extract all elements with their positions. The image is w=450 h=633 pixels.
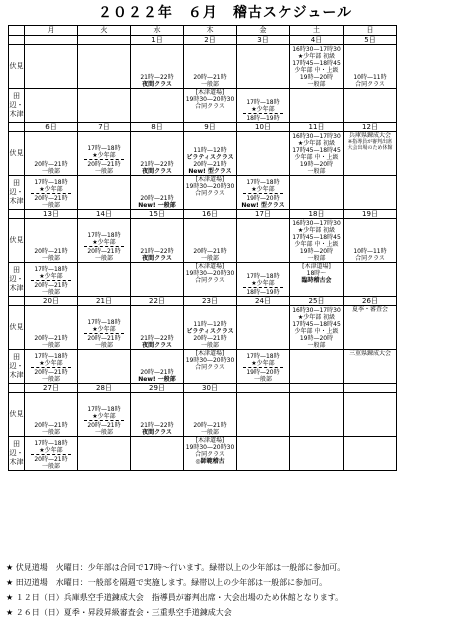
date-cell: 6日 <box>25 123 78 132</box>
schedule-entry: 夜間クラス <box>142 342 172 349</box>
schedule-entry: [木津道場] <box>195 263 225 270</box>
schedule-entry: 19時—20時 <box>299 161 334 168</box>
schedule-entry: 少年部 中・上級 <box>294 328 339 335</box>
schedule-entry: 一般部 <box>41 289 60 296</box>
schedule-cell <box>237 45 290 89</box>
schedule-entry: ★少年部 初級 <box>297 140 336 147</box>
schedule-entry: 17時45—18時45 <box>292 321 341 328</box>
schedule-cell <box>78 263 131 297</box>
date-cell <box>290 384 344 393</box>
date-cell: 20日 <box>25 297 78 306</box>
fushimi-row <box>9 393 397 437</box>
weekday-thu: 木 <box>184 26 237 36</box>
schedule-entry: 17時—18時 <box>87 319 121 326</box>
schedule-entry: 17時—18時 <box>87 145 121 152</box>
fushimi-dojo-label: 伏見 <box>9 306 25 350</box>
schedule-cell <box>290 350 344 384</box>
schedule-entry: 夜間クラス <box>142 429 172 436</box>
schedule-entry: ★少年部 初級 <box>297 314 336 321</box>
schedule-cell <box>344 350 397 384</box>
schedule-entry: ★少年部 <box>31 360 71 368</box>
schedule-cell <box>78 176 131 210</box>
schedule-cell <box>184 176 237 210</box>
schedule-entry: ★少年部 <box>84 152 124 160</box>
date-cell: 16日 <box>184 210 237 219</box>
schedule-entry: 17時—18時 <box>34 353 68 360</box>
date-cell: 5日 <box>344 36 397 45</box>
schedule-entry: 18時—19時 <box>246 289 280 296</box>
schedule-cell <box>25 393 78 437</box>
schedule-table <box>8 25 397 471</box>
schedule-cell <box>25 263 78 297</box>
schedule-entry: New! 型クラス <box>241 202 285 209</box>
date-cell: 30日 <box>184 384 237 393</box>
schedule-cell <box>25 45 78 89</box>
schedule-entry: ◎師範稽古 <box>195 458 225 465</box>
schedule-entry: 16時30—17時30 <box>292 133 341 140</box>
schedule-entry: 20時—21時 <box>193 161 227 168</box>
schedule-entry: 20時—21時 <box>193 422 227 429</box>
schedule-entry: 20時—21時 <box>140 195 174 202</box>
schedule-cell <box>237 132 290 176</box>
schedule-entry: 17時—18時 <box>246 99 280 106</box>
schedule-entry: 21時—22時 <box>140 248 174 255</box>
schedule-entry: ※指導員が審判出席 <box>347 139 393 145</box>
schedule-entry: 20時—21時 <box>87 248 121 255</box>
schedule-entry: 一般部 <box>200 342 219 349</box>
tanabe-row <box>9 437 397 471</box>
date-cell: 25日 <box>290 297 344 306</box>
schedule-cell <box>184 437 237 471</box>
date-cell <box>25 36 78 45</box>
schedule-entry: ピラティスクラス <box>186 328 234 335</box>
schedule-entry: 20時—21時 <box>34 456 68 463</box>
date-cell: 27日 <box>25 384 78 393</box>
schedule-cell <box>344 132 397 176</box>
tanabe-dojo-label: 田辺・木津 <box>9 176 25 210</box>
fushimi-row <box>9 132 397 176</box>
schedule-entry: 18時—19時 <box>246 115 280 122</box>
schedule-entry: 17時45—18時45 <box>292 147 341 154</box>
schedule-entry: ★少年部 初級 <box>297 227 336 234</box>
schedule-entry: 一般部 <box>41 255 60 262</box>
schedule-entry: 16時30—17時30 <box>292 46 341 53</box>
schedule-entry: 兵庫県錬成大会 <box>348 132 391 139</box>
note-line: ★ 伏見道場 火曜日：少年部は合同で17時～行います。緑帯以上の少年部は一般部に参加可。 <box>6 563 346 572</box>
schedule-entry: 21時—22時 <box>140 161 174 168</box>
schedule-entry: 少年部 中・上級 <box>294 67 339 74</box>
schedule-entry: [木津道場] <box>195 176 225 183</box>
date-row-corner <box>9 123 25 132</box>
schedule-cell <box>184 45 237 89</box>
schedule-entry: 18時～ <box>306 270 327 277</box>
date-cell: 8日 <box>131 123 184 132</box>
schedule-entry: ★少年部 <box>31 186 71 194</box>
fushimi-dojo-label: 伏見 <box>9 393 25 437</box>
date-cell: 12日 <box>344 123 397 132</box>
notes <box>6 560 446 620</box>
fushimi-row <box>9 45 397 89</box>
schedule-cell <box>131 219 184 263</box>
schedule-entry: 大会出場のため休館 <box>347 145 393 151</box>
date-cell <box>344 384 397 393</box>
schedule-entry: 19時—20時 <box>299 74 334 81</box>
schedule-entry: 17時—18時 <box>34 179 68 186</box>
schedule-entry: 16時30—17時30 <box>292 307 341 314</box>
schedule-entry: ★少年部 <box>243 186 283 194</box>
schedule-entry: 20時—21時 <box>193 248 227 255</box>
schedule-cell <box>78 393 131 437</box>
date-cell: 17日 <box>237 210 290 219</box>
date-row-corner <box>9 384 25 393</box>
tanabe-dojo-label: 田辺・木津 <box>9 350 25 384</box>
schedule-entry: ★少年部 <box>243 106 283 114</box>
fushimi-dojo-label: 伏見 <box>9 219 25 263</box>
schedule-entry: 10時—11時 <box>353 248 387 255</box>
weekday-tue: 火 <box>78 26 131 36</box>
schedule-entry: 20時—21時 <box>34 369 68 376</box>
date-cell: 9日 <box>184 123 237 132</box>
schedule-entry: 20時—21時 <box>34 195 68 202</box>
schedule-cell <box>25 176 78 210</box>
date-cell: 22日 <box>131 297 184 306</box>
date-row-corner <box>9 210 25 219</box>
schedule-cell <box>237 263 290 297</box>
date-row <box>9 36 397 45</box>
note-line: ★ １２日（日）兵庫県空手道錬成大会 指導員が審判出席・大会出場のため休館となります。 <box>6 593 344 602</box>
schedule-entry: New! 型クラス <box>188 168 232 175</box>
schedule-cell <box>131 306 184 350</box>
schedule-entry: 合同クラス <box>355 81 385 88</box>
schedule-cell <box>131 45 184 89</box>
schedule-entry: 一般部 <box>94 342 113 349</box>
date-row <box>9 210 397 219</box>
schedule-entry: 20時—21時 <box>34 422 68 429</box>
schedule-entry: 夜間クラス <box>142 168 172 175</box>
schedule-entry: ★少年部 <box>31 273 71 281</box>
schedule-entry: [木津道場] <box>195 350 225 357</box>
schedule-entry: 臨時稽古会 <box>301 277 332 284</box>
weekday-mon: 月 <box>25 26 78 36</box>
schedule-entry: 一般部 <box>307 81 326 88</box>
schedule-cell <box>290 306 344 350</box>
schedule-entry: 17時—18時 <box>246 179 280 186</box>
schedule-cell <box>237 306 290 350</box>
schedule-cell <box>290 132 344 176</box>
date-cell: 13日 <box>25 210 78 219</box>
schedule-entry: New! 一般部 <box>138 376 176 383</box>
date-cell: 11日 <box>290 123 344 132</box>
schedule-cell <box>131 132 184 176</box>
schedule-entry: 19時—20時 <box>299 248 334 255</box>
schedule-cell <box>184 132 237 176</box>
schedule-cell <box>78 45 131 89</box>
schedule-cell <box>237 176 290 210</box>
schedule-cell <box>344 263 397 297</box>
schedule-entry: 一般部 <box>200 81 219 88</box>
weekday-sat: 土 <box>290 26 344 36</box>
schedule-entry: ピラティスクラス <box>186 154 234 161</box>
schedule-entry: 一般部 <box>41 342 60 349</box>
tanabe-row <box>9 89 397 123</box>
date-row <box>9 384 397 393</box>
weekday-fri: 金 <box>237 26 290 36</box>
schedule-entry: ★少年部 初級 <box>297 53 336 60</box>
schedule-entry: 19時30—20時30 <box>185 357 235 364</box>
page-title: ２０２２年 ６月 稽古スケジュール <box>97 5 353 21</box>
schedule-cell <box>78 350 131 384</box>
schedule-entry: ★少年部 <box>31 447 71 455</box>
schedule-cell <box>290 437 344 471</box>
schedule-entry: 11時—12時 <box>193 321 227 328</box>
schedule-entry: 合同クラス <box>195 103 225 110</box>
schedule-entry: 合同クラス <box>195 277 225 284</box>
schedule-entry: 20時—21時 <box>34 282 68 289</box>
schedule-entry: ★少年部 <box>84 326 124 334</box>
schedule-entry: 一般部 <box>307 342 326 349</box>
schedule-entry: 19時30—20時30 <box>185 183 235 190</box>
schedule-cell <box>290 219 344 263</box>
schedule-entry: 夏季・審査会 <box>351 306 388 313</box>
tanabe-row <box>9 263 397 297</box>
schedule-entry: 合同クラス <box>355 255 385 262</box>
schedule-entry: 一般部 <box>307 255 326 262</box>
schedule-entry: 一般部 <box>94 429 113 436</box>
schedule-cell <box>237 350 290 384</box>
schedule-cell <box>25 350 78 384</box>
schedule-cell <box>290 393 344 437</box>
schedule-cell <box>78 306 131 350</box>
note-line: ★ ２６日（日）夏季・昇段昇級審査会・三重県空手道錬成大会 <box>6 608 232 617</box>
schedule-entry: 少年部 中・上級 <box>294 241 339 248</box>
schedule-entry: 一般部 <box>41 463 60 470</box>
schedule-entry: 17時—18時 <box>87 406 121 413</box>
schedule-entry: 20時—21時 <box>87 422 121 429</box>
schedule-cell <box>131 350 184 384</box>
schedule-cell <box>290 176 344 210</box>
date-cell: 24日 <box>237 297 290 306</box>
schedule-entry: ★少年部 <box>84 413 124 421</box>
tanabe-dojo-label: 田辺・木津 <box>9 263 25 297</box>
schedule-entry: 10時—11時 <box>353 74 387 81</box>
schedule-entry: 合同クラス <box>195 190 225 197</box>
date-cell: 2日 <box>184 36 237 45</box>
date-cell: 3日 <box>237 36 290 45</box>
date-cell <box>237 384 290 393</box>
schedule-entry: 合同クラス <box>195 364 225 371</box>
schedule-cell <box>78 132 131 176</box>
schedule-cell <box>78 437 131 471</box>
schedule-cell <box>25 437 78 471</box>
schedule-entry: 夜間クラス <box>142 81 172 88</box>
schedule-entry: ★少年部 <box>243 360 283 368</box>
fushimi-dojo-label: 伏見 <box>9 45 25 89</box>
note-line: ★ 田辺道場 水曜日：一般部を隔週で実施します。緑帯以上の少年部は一般部に参加可。 <box>6 578 328 587</box>
schedule-entry: 21時—22時 <box>140 422 174 429</box>
schedule-entry: 19時—20時 <box>246 369 280 376</box>
date-row <box>9 123 397 132</box>
fushimi-dojo-label: 伏見 <box>9 132 25 176</box>
schedule-entry: 17時—18時 <box>246 273 280 280</box>
schedule-entry: 一般部 <box>94 255 113 262</box>
schedule-entry: [木津道場] <box>195 437 225 444</box>
schedule-entry: [木津道場] <box>302 263 331 270</box>
schedule-entry: 20時—21時 <box>34 161 68 168</box>
schedule-cell <box>344 437 397 471</box>
schedule-entry: 21時—22時 <box>140 335 174 342</box>
date-cell: 7日 <box>78 123 131 132</box>
fushimi-row <box>9 219 397 263</box>
schedule-entry: 17時—18時 <box>34 440 68 447</box>
schedule-cell <box>184 219 237 263</box>
schedule-entry: 17時45—18時45 <box>292 234 341 241</box>
date-cell: 21日 <box>78 297 131 306</box>
schedule-cell <box>184 393 237 437</box>
tanabe-dojo-label: 田辺・木津 <box>9 89 25 123</box>
schedule-cell <box>237 89 290 123</box>
schedule-cell <box>344 45 397 89</box>
date-row-corner <box>9 297 25 306</box>
schedule-cell <box>184 263 237 297</box>
schedule-entry: 一般部 <box>94 168 113 175</box>
date-cell: 1日 <box>131 36 184 45</box>
schedule-cell <box>344 219 397 263</box>
date-cell: 28日 <box>78 384 131 393</box>
weekday-wed: 水 <box>131 26 184 36</box>
schedule-cell <box>78 219 131 263</box>
schedule-entry: 一般部 <box>307 168 326 175</box>
schedule-entry: ★少年部 <box>84 239 124 247</box>
schedule-entry: 一般部 <box>253 376 272 383</box>
schedule-entry: 一般部 <box>41 376 60 383</box>
schedule-entry: 17時45—18時45 <box>292 60 341 67</box>
schedule-cell <box>25 89 78 123</box>
schedule-cell <box>290 89 344 123</box>
schedule-cell <box>344 306 397 350</box>
date-cell: 18日 <box>290 210 344 219</box>
schedule-cell <box>237 393 290 437</box>
schedule-entry: 一般部 <box>41 202 60 209</box>
date-cell: 26日 <box>344 297 397 306</box>
tanabe-dojo-label: 田辺・木津 <box>9 437 25 471</box>
schedule-entry: [木津道場] <box>195 89 225 96</box>
corner-cell <box>9 26 25 36</box>
schedule-entry: 20時—21時 <box>34 335 68 342</box>
weekday-sun: 日 <box>344 26 397 36</box>
schedule-cell <box>131 393 184 437</box>
schedule-entry: ★少年部 <box>243 280 283 288</box>
date-cell: 4日 <box>290 36 344 45</box>
date-cell: 23日 <box>184 297 237 306</box>
schedule-cell <box>184 306 237 350</box>
date-row-corner <box>9 36 25 45</box>
schedule-entry: 20時—21時 <box>193 335 227 342</box>
schedule-cell <box>290 45 344 89</box>
schedule-entry: 夜間クラス <box>142 255 172 262</box>
schedule-cell <box>25 306 78 350</box>
schedule-entry: 一般部 <box>200 255 219 262</box>
schedule-entry: 19時30—20時30 <box>185 96 235 103</box>
schedule-cell <box>344 393 397 437</box>
date-cell: 10日 <box>237 123 290 132</box>
date-cell: 29日 <box>131 384 184 393</box>
schedule-cell <box>78 89 131 123</box>
schedule-entry: 19時30—20時30 <box>185 444 235 451</box>
schedule-cell <box>131 437 184 471</box>
schedule-cell <box>184 89 237 123</box>
schedule-cell <box>25 132 78 176</box>
schedule-cell <box>25 219 78 263</box>
schedule-entry: 16時30—17時30 <box>292 220 341 227</box>
schedule-entry: 合同クラス <box>195 451 225 458</box>
schedule-entry: 20時—21時 <box>140 369 174 376</box>
schedule-entry: 21時—22時 <box>140 74 174 81</box>
schedule-cell <box>344 176 397 210</box>
schedule-entry: 20時—21時 <box>87 161 121 168</box>
schedule-entry: 20時—21時 <box>34 248 68 255</box>
schedule-cell <box>184 350 237 384</box>
tanabe-row <box>9 176 397 210</box>
date-cell: 14日 <box>78 210 131 219</box>
schedule-entry: 19時30—20時30 <box>185 270 235 277</box>
schedule-cell <box>237 437 290 471</box>
schedule-entry: 11時—12時 <box>193 147 227 154</box>
schedule-entry: New! 一般部 <box>138 202 176 209</box>
schedule-entry: 20時—21時 <box>87 335 121 342</box>
fushimi-row <box>9 306 397 350</box>
date-cell <box>78 36 131 45</box>
schedule-cell <box>131 89 184 123</box>
date-row <box>9 297 397 306</box>
schedule-cell <box>344 89 397 123</box>
schedule-entry: 少年部 中・上級 <box>294 154 339 161</box>
date-cell: 19日 <box>344 210 397 219</box>
schedule-entry: 17時—18時 <box>87 232 121 239</box>
schedule-entry: 19時—20時 <box>299 335 334 342</box>
tanabe-row <box>9 350 397 384</box>
schedule-entry: 一般部 <box>200 429 219 436</box>
schedule-entry: 一般部 <box>41 168 60 175</box>
schedule-cell <box>131 176 184 210</box>
schedule-entry: 一般部 <box>41 429 60 436</box>
schedule-cell <box>290 263 344 297</box>
date-cell: 15日 <box>131 210 184 219</box>
schedule-entry: 17時—18時 <box>34 266 68 273</box>
schedule-cell <box>237 219 290 263</box>
weekday-header-row <box>9 26 397 36</box>
schedule-entry: 19時—20時 <box>246 195 280 202</box>
schedule-cell <box>131 263 184 297</box>
schedule-entry: 17時—18時 <box>246 353 280 360</box>
schedule-entry: 20時—21時 <box>193 74 227 81</box>
schedule-entry: 三重県錬成大会 <box>348 350 391 357</box>
